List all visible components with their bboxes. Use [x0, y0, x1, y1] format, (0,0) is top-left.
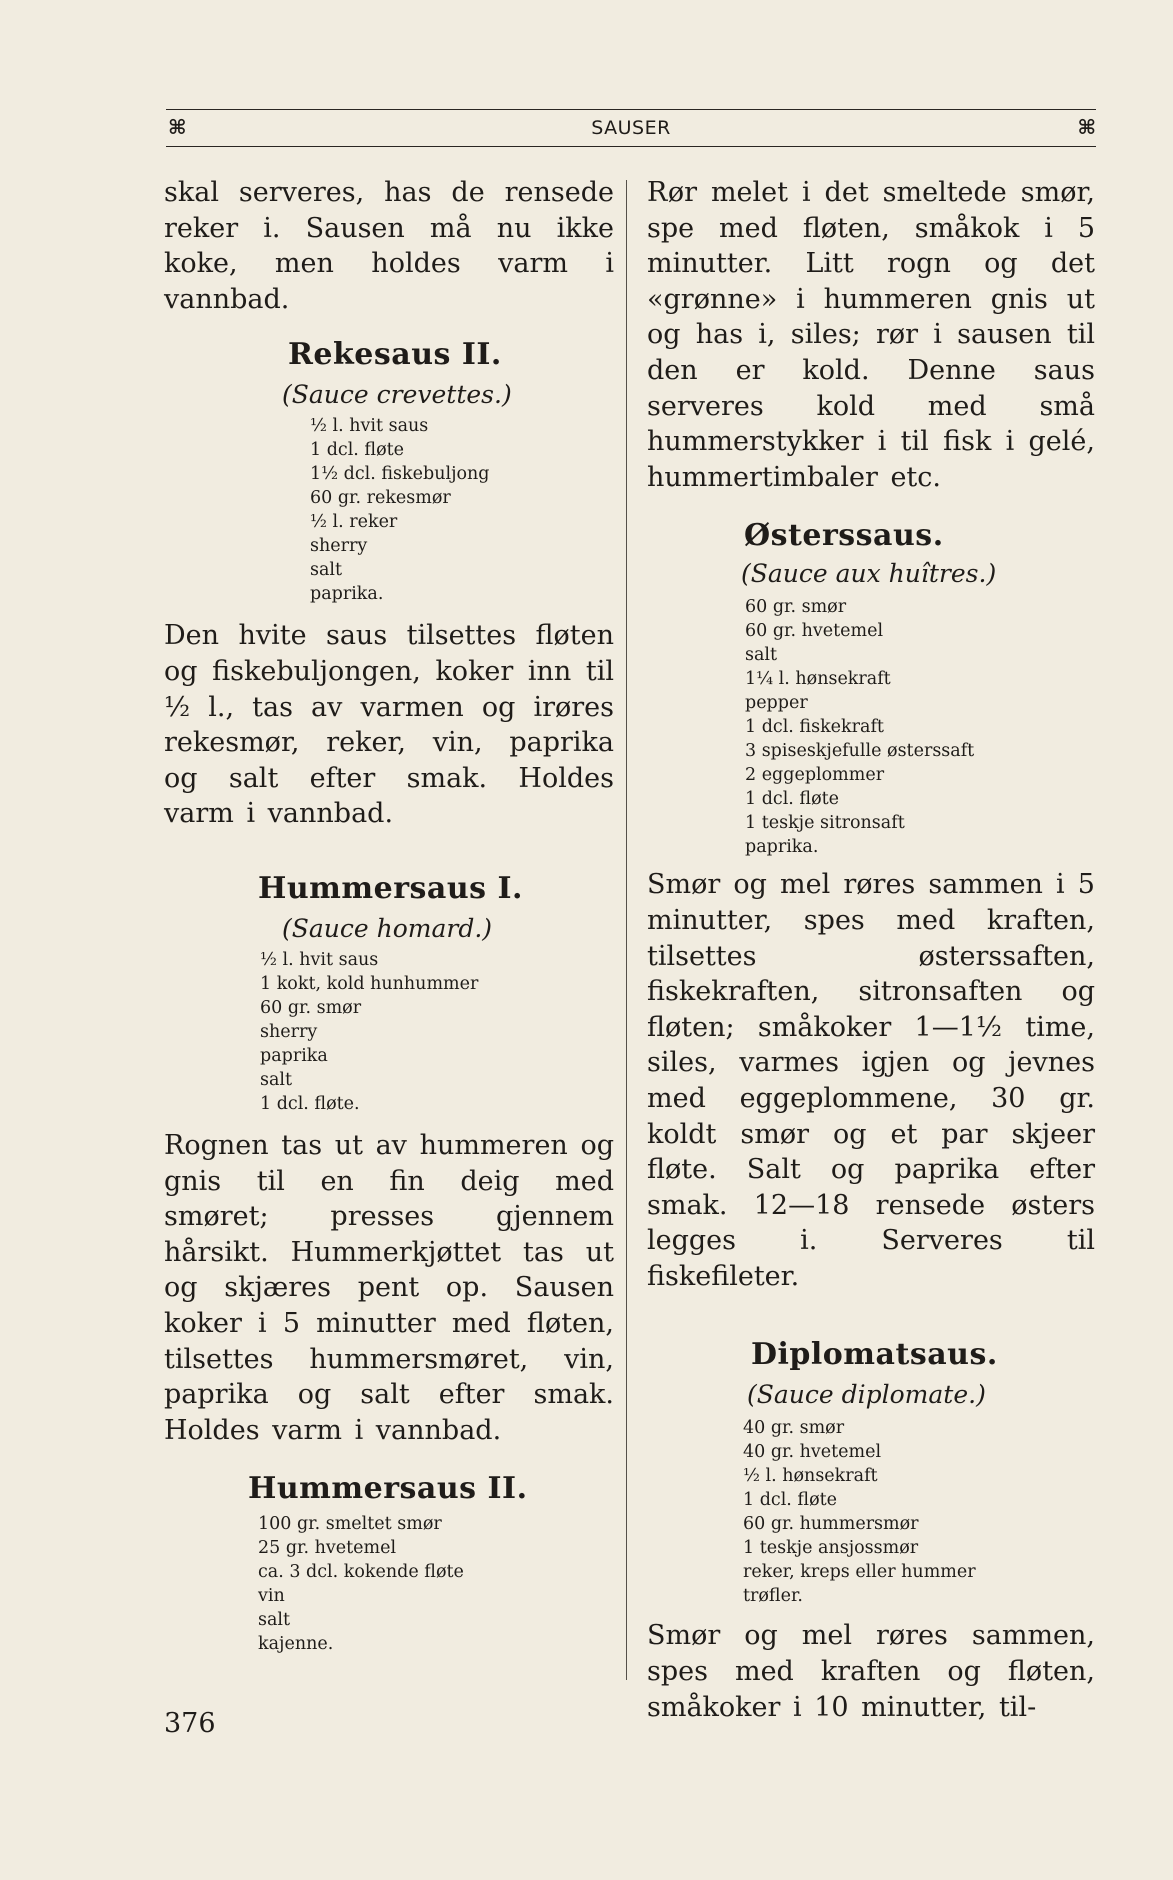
ingredient-item: salt — [260, 1069, 293, 1090]
recipe-title: Hummersaus II. — [248, 1471, 528, 1507]
ingredient-item: 40 gr. hvetemel — [743, 1442, 882, 1463]
recipe-subtitle: (Sauce aux huîtres.) — [741, 559, 997, 589]
recipe-method: Smør og mel røres sammen, spes med kraften og fløten, småkoker i 10 minutter, til- — [647, 1620, 1095, 1723]
ingredient-item: 60 gr. hummersmør — [743, 1514, 919, 1535]
ingredient-item: ½ l. hønsekraft — [743, 1466, 878, 1487]
left-intro-text: skal serveres, has de rensede reker i. Sausen må nu ikke koke, men holdes varm i vannbad. — [164, 177, 614, 315]
recipe-subtitle: (Sauce homard.) — [282, 913, 493, 943]
ingredient-list — [260, 948, 614, 1116]
ingredient-item: trøfler. — [743, 1586, 803, 1607]
recipe-title: Østerssaus. — [744, 518, 944, 554]
recipe-method: Den hvite saus tilsettes fløten og fiskebuljongen, koker inn til ½ l., tas av varmen og irøres rekesmør, reker, vin, paprika og salt efter smak. Holdes varm i vannbad. — [164, 620, 614, 830]
ingredient-item: ½ l. reker — [310, 512, 398, 533]
ingredient-item: paprika — [260, 1045, 328, 1066]
ingredient-item: 25 gr. hvetemel — [258, 1538, 397, 1559]
ingredient-item: 1 dcl. fløte — [310, 440, 405, 461]
header-rule-bottom — [166, 146, 1096, 147]
ingredient-item: 1¼ l. hønsekraft — [745, 669, 891, 690]
ingredient-item: 1 teskje sitronsaft — [745, 813, 905, 834]
left-column — [164, 175, 614, 1656]
recipe-method: Smør og mel røres sammen i 5 minutter, spes med kraften, tilsettes østerssaften, fiskekraften, sitronsaften og fløten; småkoker 1—1½ time, siles, varmes igjen og jevnes med eggeplommene, 30 gr. koldt smør og et par skjeer fløte. Salt og paprika efter smak. 12—18 rensede østers legges i. Serveres til fiskefileter. — [647, 869, 1095, 1292]
ingredient-item: ½ l. hvit saus — [260, 949, 379, 970]
recipe-diplomatsaus — [647, 1336, 1095, 1725]
right-column — [647, 175, 1095, 1725]
recipe-osterssaus — [647, 517, 1095, 1294]
recipe-title: Rekesaus II. — [288, 337, 502, 373]
ingredient-item: salt — [745, 645, 778, 666]
header-ornament-right: ⌘ — [1077, 115, 1096, 139]
ingredient-item: 100 gr. smeltet smør — [258, 1514, 442, 1535]
recipe-method: Rognen tas ut av hummeren og gnis til en fin deig med smøret; presses gjennem hårsikt. Hummerkjøttet tas ut og skjæres pent op. Sausen koker i 5 minutter med fløten, tilsettes hummersmøret, vin, paprika og salt efter smak. Holdes varm i vannbad. — [164, 1129, 614, 1446]
ingredient-item: 1 dcl. fiskekraft — [745, 717, 884, 738]
ingredient-item: salt — [310, 560, 343, 581]
ingredient-list — [745, 595, 1095, 859]
header-title: SAUSER — [591, 117, 671, 139]
ingredient-item: 1 teskje ansjossmør — [743, 1538, 919, 1559]
ingredient-list — [310, 414, 614, 606]
ingredient-item: vin — [258, 1586, 285, 1607]
ingredient-item: salt — [258, 1610, 291, 1631]
running-header — [166, 109, 1096, 149]
ingredient-item: pepper — [745, 693, 808, 714]
ingredient-item: 1 kokt, kold hunhummer — [260, 973, 479, 994]
recipe-hummersaus-1 — [164, 870, 614, 1448]
header-rule-top — [166, 109, 1096, 110]
recipe-rekesaus-2 — [164, 336, 614, 832]
ingredient-list — [258, 1512, 614, 1656]
ingredient-item: 1 dcl. fløte — [743, 1490, 838, 1511]
ingredient-item: ½ l. hvit saus — [310, 416, 429, 437]
ingredient-item: kajenne. — [258, 1634, 334, 1655]
header-ornament-left: ⌘ — [168, 115, 187, 139]
ingredient-item: 60 gr. rekesmør — [310, 488, 451, 509]
ingredient-item: paprika. — [745, 837, 819, 858]
recipe-subtitle: (Sauce diplomate.) — [747, 1380, 986, 1410]
ingredient-item: sherry — [260, 1021, 318, 1042]
ingredient-item: paprika. — [310, 584, 384, 605]
ingredient-item: sherry — [310, 536, 368, 557]
page-number: 376 — [164, 1708, 216, 1739]
column-divider — [626, 180, 627, 1680]
ingredient-list — [743, 1416, 1095, 1608]
recipe-title: Diplomatsaus. — [751, 1337, 998, 1373]
ingredient-item: ca. 3 dcl. kokende fløte — [258, 1562, 464, 1583]
ingredient-item: 3 spiseskjefulle østerssaft — [745, 741, 975, 762]
recipe-hummersaus-2 — [164, 1470, 614, 1656]
ingredient-item: 40 gr. smør — [743, 1418, 845, 1439]
ingredient-item: 60 gr. hvetemel — [745, 621, 884, 642]
recipe-title: Hummersaus I. — [258, 870, 523, 906]
ingredient-item: 60 gr. smør — [745, 597, 847, 618]
ingredient-item: 60 gr. smør — [260, 997, 362, 1018]
right-intro-text: Rør melet i det smeltede smør, spe med fløten, småkok i 5 minutter. Litt rogn og det «grønne» i hummeren gnis ut og has i, siles; rør i sausen til den er kold. Denne saus serveres kold med små hummerstykker i til fisk i gelé, hummertimbaler etc. — [647, 177, 1095, 493]
recipe-subtitle: (Sauce crevettes.) — [282, 380, 512, 410]
ingredient-item: 2 eggeplommer — [745, 765, 885, 786]
ingredient-item: 1½ dcl. fiskebuljong — [310, 464, 490, 485]
ingredient-item: reker, kreps eller hummer — [743, 1562, 976, 1583]
ingredient-item: 1 dcl. fløte. — [260, 1093, 360, 1114]
ingredient-item: 1 dcl. fløte — [745, 789, 840, 810]
